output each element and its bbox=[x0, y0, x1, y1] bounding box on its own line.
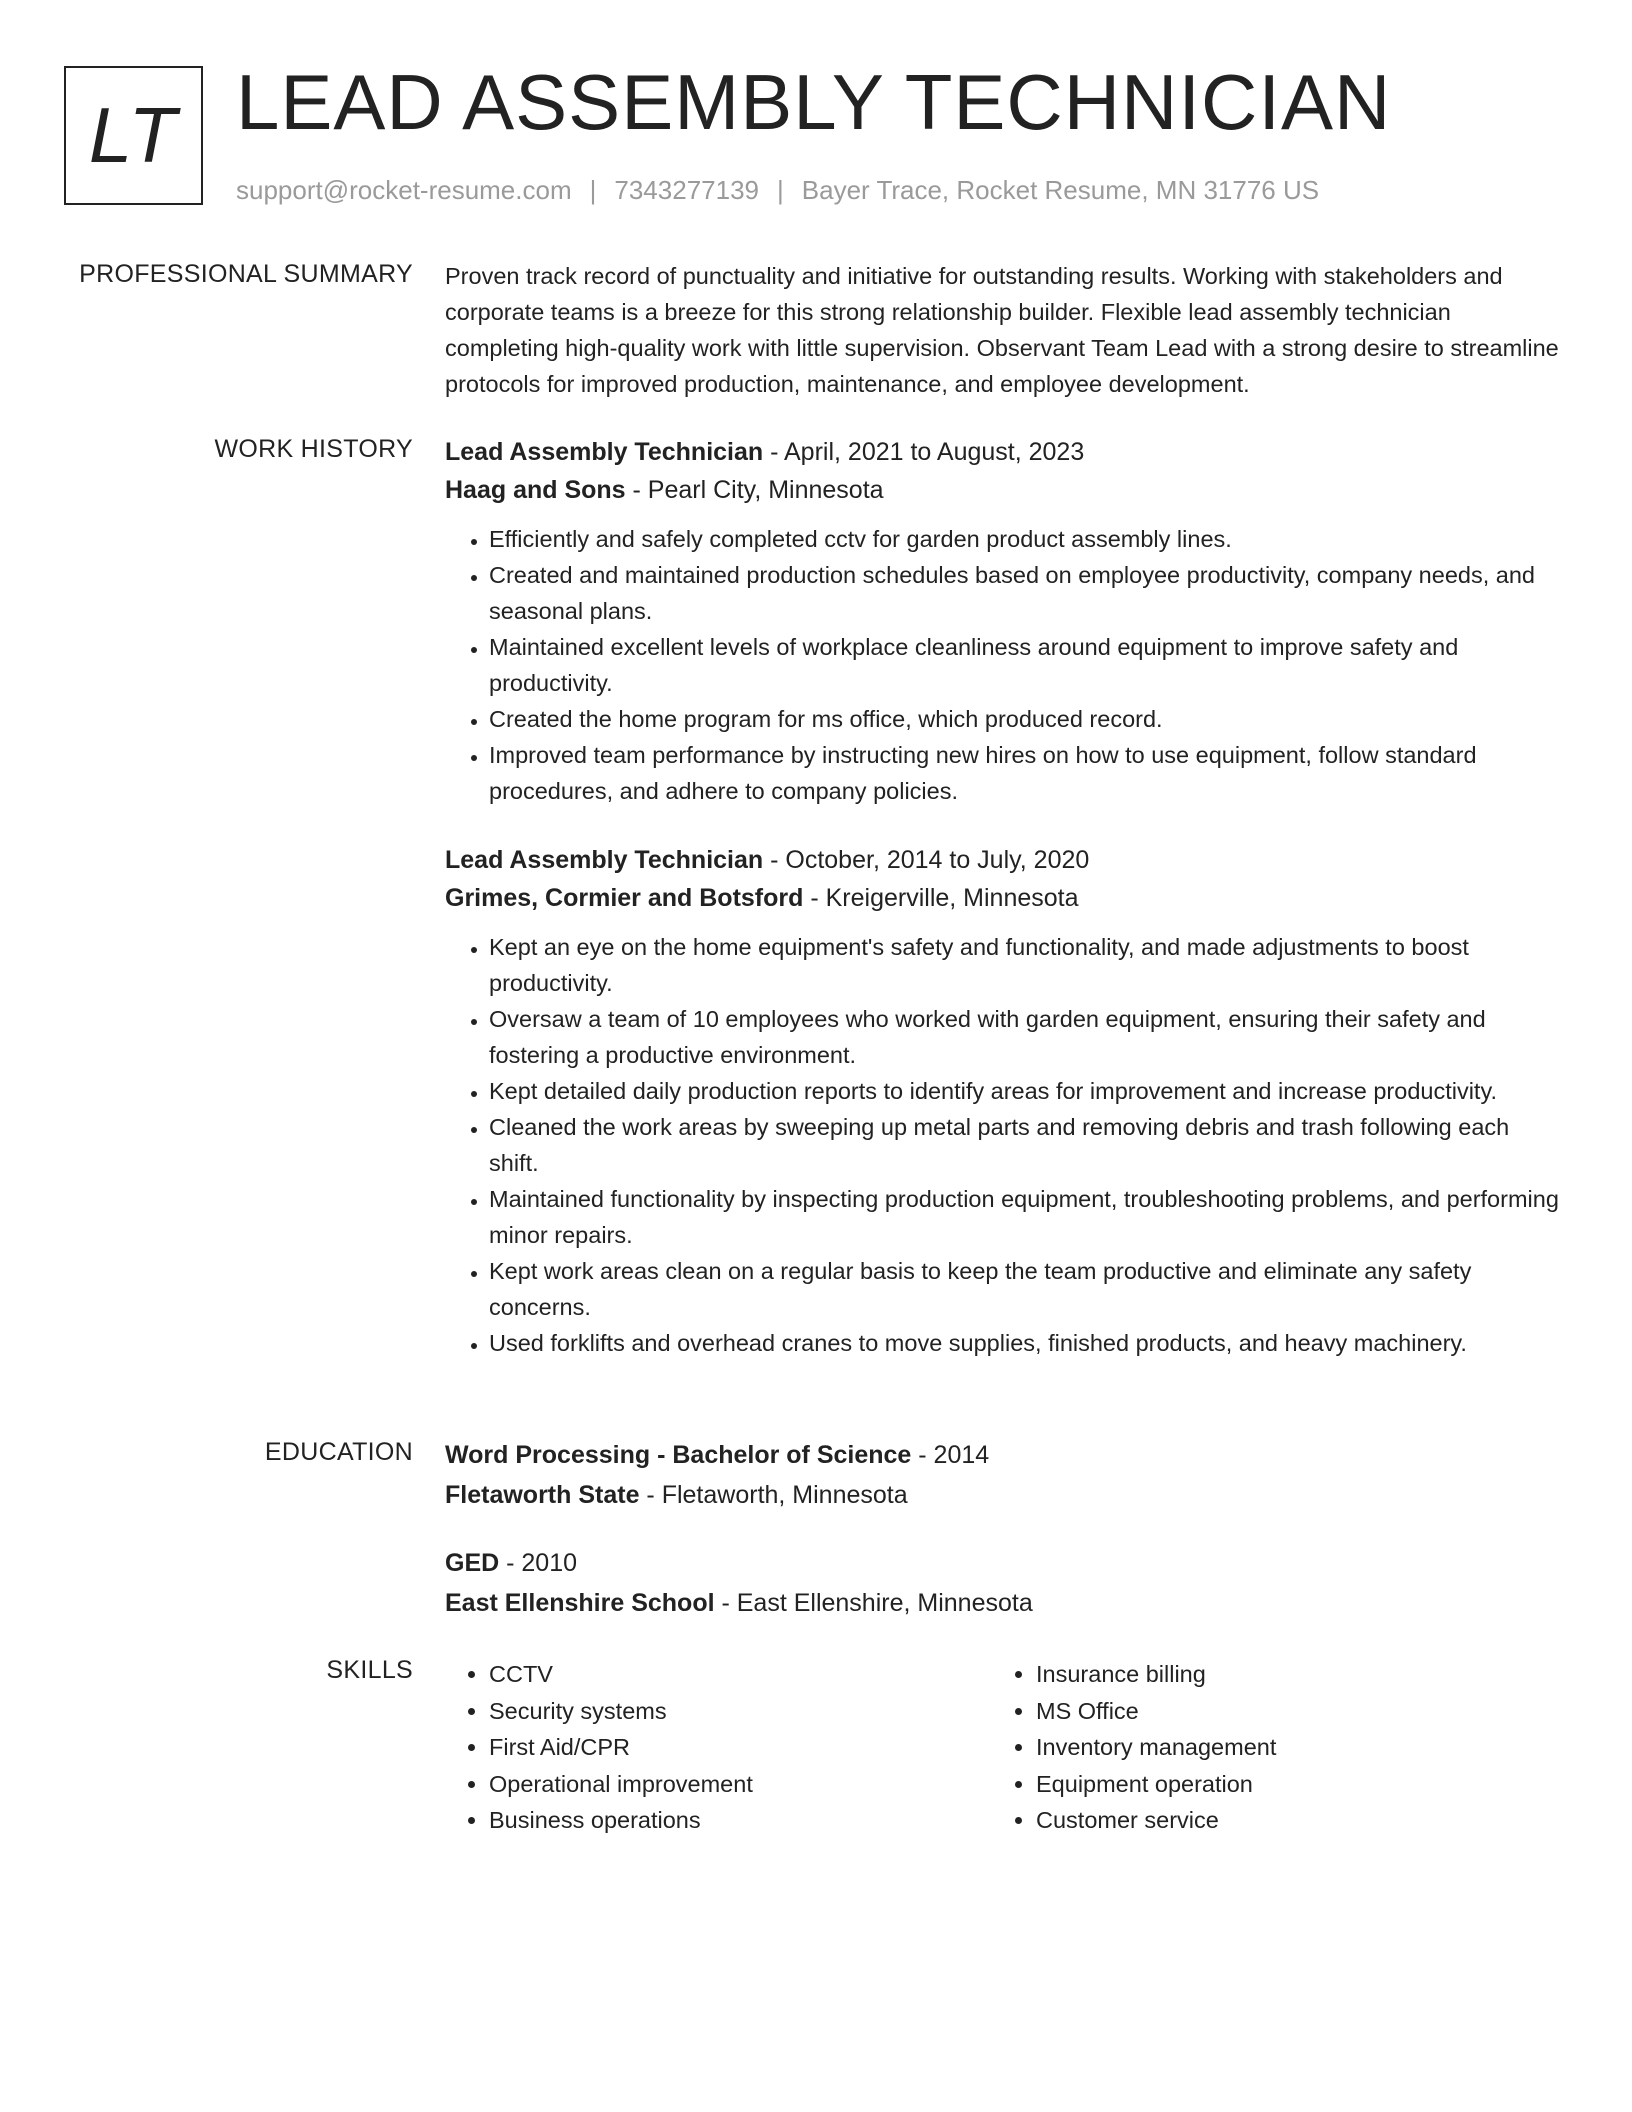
section-title-work-history: WORK HISTORY bbox=[214, 435, 413, 463]
skill-item: • Security systems bbox=[489, 1693, 992, 1730]
contact-email: support@rocket-resume.com bbox=[236, 175, 572, 205]
job-bullet: • Kept detailed daily production reports to identify areas for improvement and increase productivity. bbox=[489, 1073, 1560, 1109]
contact-address: Bayer Trace, Rocket Resume, MN 31776 US bbox=[801, 175, 1320, 205]
education-body bbox=[445, 1436, 1560, 1652]
skill-item: • Inventory management bbox=[1036, 1729, 1539, 1766]
work-history-body bbox=[445, 433, 1560, 1381]
job-dates: - April, 2021 to August, 2023 bbox=[763, 438, 1085, 466]
job-role: Lead Assembly Technician bbox=[445, 438, 764, 466]
contact-separator: | bbox=[777, 175, 784, 205]
job-bullet: • Maintained excellent levels of workplace cleanliness around equipment to improve safety and productivity. bbox=[489, 629, 1560, 701]
job-title-line bbox=[445, 433, 1560, 471]
education-location: - East Ellenshire, Minnesota bbox=[714, 1589, 1033, 1617]
job-company: Grimes, Cormier and Botsford bbox=[445, 884, 804, 912]
job-bullets bbox=[445, 521, 1560, 809]
job-bullet: • Cleaned the work areas by sweeping up metal parts and removing debris and trash following each shift. bbox=[489, 1109, 1560, 1181]
job-location: - Pearl City, Minnesota bbox=[625, 476, 884, 504]
skill-item: • MS Office bbox=[1036, 1693, 1539, 1730]
job-company-line bbox=[445, 879, 1560, 917]
education-entry bbox=[445, 1544, 1560, 1622]
skills-body bbox=[445, 1656, 1560, 1839]
job-bullets bbox=[445, 929, 1560, 1361]
skill-item: • First Aid/CPR bbox=[489, 1729, 992, 1766]
job-dates: - October, 2014 to July, 2020 bbox=[763, 846, 1090, 874]
skill-item: • Customer service bbox=[1036, 1802, 1539, 1839]
education-school-line bbox=[445, 1476, 1560, 1514]
education-degree: GED bbox=[445, 1549, 500, 1577]
education-degree-line bbox=[445, 1544, 1560, 1582]
summary-body bbox=[445, 258, 1560, 402]
skills-list bbox=[445, 1656, 992, 1839]
section-title-summary: PROFESSIONAL SUMMARY bbox=[79, 260, 413, 288]
resume-name-title: LEAD ASSEMBLY TECHNICIAN bbox=[236, 58, 1392, 146]
monogram-initials: LT bbox=[88, 91, 179, 179]
job-title-line bbox=[445, 841, 1560, 879]
education-entry bbox=[445, 1436, 1560, 1514]
education-degree-line bbox=[445, 1436, 1560, 1474]
skill-item: • CCTV bbox=[489, 1656, 992, 1693]
skills-list bbox=[992, 1656, 1539, 1839]
skill-item: • Business operations bbox=[489, 1802, 992, 1839]
job-bullet: • Created the home program for ms office, which produced record. bbox=[489, 701, 1560, 737]
job-entry bbox=[445, 841, 1560, 1361]
job-bullet: • Improved team performance by instructing new hires on how to use equipment, follow standard procedures, and adhere to company policies. bbox=[489, 737, 1560, 809]
skills-column-left bbox=[445, 1656, 992, 1839]
job-role: Lead Assembly Technician bbox=[445, 846, 764, 874]
job-bullet: • Kept an eye on the home equipment's safety and functionality, and made adjustments to boost productivity. bbox=[489, 929, 1560, 1001]
contact-line bbox=[236, 175, 1319, 206]
skills-column-right bbox=[992, 1656, 1539, 1839]
monogram-box bbox=[64, 66, 203, 205]
job-location: - Kreigerville, Minnesota bbox=[803, 884, 1079, 912]
education-school: Fletaworth State bbox=[445, 1481, 640, 1509]
skill-item: • Equipment operation bbox=[1036, 1766, 1539, 1803]
education-school: East Ellenshire School bbox=[445, 1589, 715, 1617]
job-bullet: • Oversaw a team of 10 employees who worked with garden equipment, ensuring their safety and fostering a productive environment. bbox=[489, 1001, 1560, 1073]
job-bullet: • Maintained functionality by inspecting production equipment, troubleshooting problems, and performing minor repairs. bbox=[489, 1181, 1560, 1253]
job-company-line bbox=[445, 471, 1560, 509]
job-bullet: • Created and maintained production schedules based on employee productivity, company needs, and seasonal plans. bbox=[489, 557, 1560, 629]
education-school-line bbox=[445, 1584, 1560, 1622]
job-company: Haag and Sons bbox=[445, 476, 626, 504]
job-bullet: • Kept work areas clean on a regular basis to keep the team productive and eliminate any safety concerns. bbox=[489, 1253, 1560, 1325]
contact-separator: | bbox=[589, 175, 597, 205]
education-year: - 2010 bbox=[499, 1549, 578, 1577]
section-title-education: EDUCATION bbox=[264, 1438, 413, 1466]
job-bullet: • Used forklifts and overhead cranes to move supplies, finished products, and heavy machinery. bbox=[489, 1325, 1560, 1361]
education-degree: Word Processing - Bachelor of Science bbox=[445, 1441, 912, 1469]
contact-phone: 7343277139 bbox=[614, 175, 759, 205]
skills-columns bbox=[445, 1656, 1560, 1839]
summary-text: Proven track record of punctuality and initiative for outstanding results. Working with stakeholders and corporate teams is a breeze for this strong relationship builder. Flexible lead assembly technician completing high-quality work with little supervision. Observant Team Lead with a strong desire to streamline protocols for improved production, maintenance, and employee development. bbox=[445, 263, 1559, 397]
skill-item: • Operational improvement bbox=[489, 1766, 992, 1803]
job-bullet: • Efficiently and safely completed cctv for garden product assembly lines. bbox=[489, 521, 1560, 557]
job-entry bbox=[445, 433, 1560, 809]
education-location: - Fletaworth, Minnesota bbox=[639, 1481, 908, 1509]
skill-item: • Insurance billing bbox=[1036, 1656, 1539, 1693]
section-title-skills: SKILLS bbox=[326, 1656, 413, 1684]
education-year: - 2014 bbox=[911, 1441, 990, 1469]
